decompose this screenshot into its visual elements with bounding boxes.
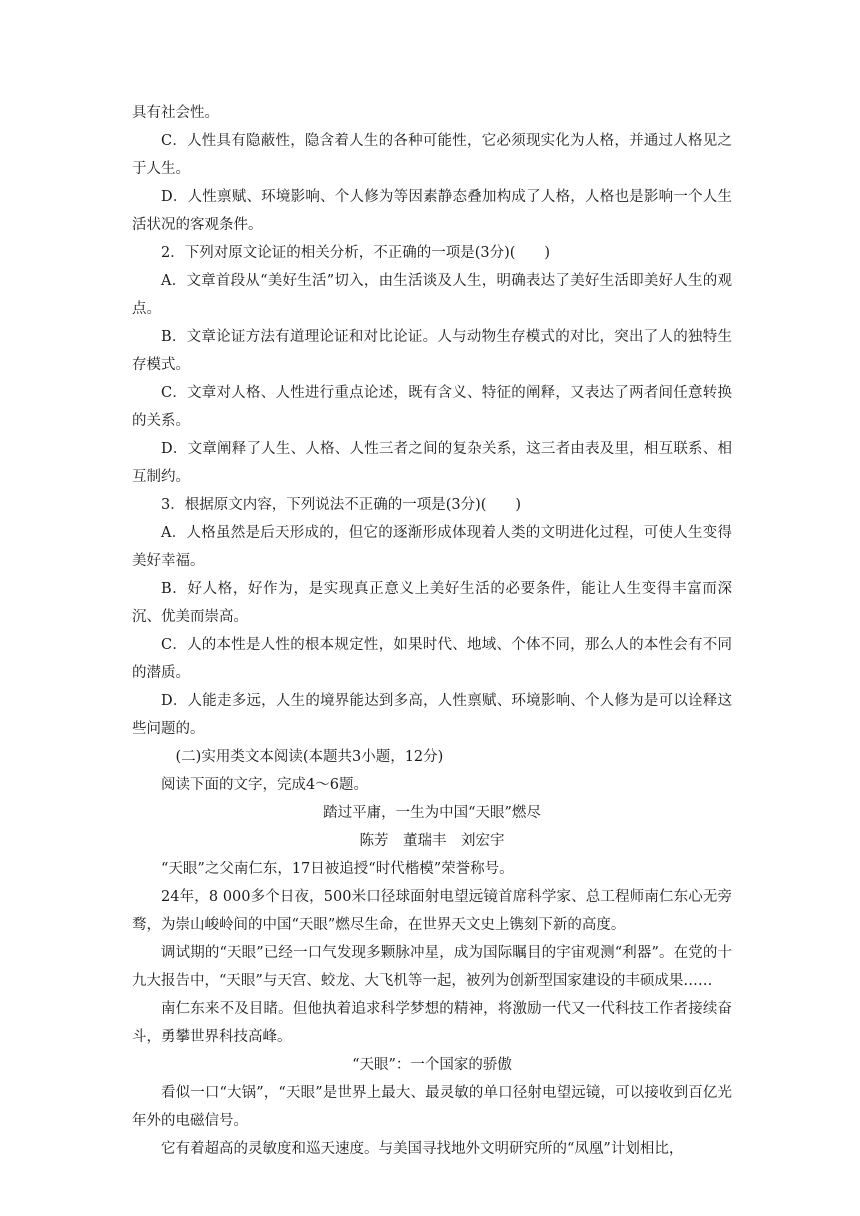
article-title: 踏过平庸，一生为中国“天眼”燃尽: [323, 805, 541, 821]
option-c: C．人性具有隐蔽性，隐含着人生的各种可能性，它必须现实化为人格，并通过人格见之于人生。: [132, 133, 732, 177]
option-c: C．人的本性是人性的根本规定性，如果时代、地域、个体不同，那么人的本性会有不同的潜质。: [132, 637, 732, 681]
option-c: C．文章对人格、人性进行重点论述，既有含义、特征的阐释，又表达了两者间任意转换的关系。: [132, 385, 732, 429]
subheading: “天眼”：一个国家的骄傲: [352, 1057, 512, 1073]
option-b: B．文章论证方法有道理论证和对比论证。人与动物生存模式的对比，突出了人的独特生存模式。: [132, 329, 732, 373]
reading-instruction: 阅读下面的文字，完成4～6题。: [161, 777, 368, 793]
body-paragraph: 看似一口“大锅”，“天眼”是世界上最大、最灵敏的单口径射电望远镜，可以接收到百亿光年外的电磁信号。: [132, 1085, 732, 1129]
question-3: 3．根据原文内容，下列说法不正确的一项是(3分)( ): [161, 497, 522, 513]
option-a: A．文章首段从“美好生活”切入，由生活谈及人生，明确表达了美好生活即美好人生的观点。: [132, 273, 732, 317]
body-paragraph: 南仁东来不及目睹。但他执着追求科学梦想的精神，将激励一代又一代科技工作者接续奋斗，勇攀世界科技高峰。: [132, 1001, 732, 1045]
option-d: D．人能走多远，人生的境界能达到多高，人性禀赋、环境影响、个人修为是可以诠释这些问题的。: [132, 693, 732, 737]
body-paragraph: 它有着超高的灵敏度和巡天速度。与美国寻找地外文明研究所的“凤凰”计划相比，: [161, 1141, 684, 1157]
document-page: [132, 99, 732, 1163]
body-paragraph: 调试期的“天眼”已经一口气发现多颗脉冲星，成为国际瞩目的宇宙观测“利器”。在党的十九大报告中，“天眼”与天宫、蛟龙、大飞机等一起，被列为创新型国家建设的丰硕成果……: [132, 945, 732, 989]
option-b: B．好人格，好作为，是实现真正意义上美好生活的必要条件，能让人生变得丰富而深沉、优美而崇高。: [132, 581, 732, 625]
option-d: D．人性禀赋、环境影响、个人修为等因素静态叠加构成了人格，人格也是影响一个人生活状况的客观条件。: [132, 189, 732, 233]
body-paragraph: 24年，8 000多个日夜，500米口径球面射电望远镜首席科学家、总工程师南仁东心无旁骛，为崇山峻岭间的中国“天眼”燃尽生命，在世界天文史上镌刻下新的高度。: [132, 889, 732, 933]
body-paragraph: “天眼”之父南仁东，17日被追授“时代楷模”荣誉称号。: [161, 861, 514, 877]
paragraph: 具有社会性。: [132, 105, 219, 121]
article-authors: 陈芳 董瑞丰 刘宏宇: [359, 833, 505, 849]
option-d: D．文章阐释了人生、人格、人性三者之间的复杂关系，这三者由表及里，相互联系、相互制约。: [132, 441, 732, 485]
question-2: 2．下列对原文论证的相关分析，不正确的一项是(3分)( ): [161, 245, 551, 261]
section-heading: (二)实用类文本阅读(本题共3小题，12分): [175, 749, 444, 765]
option-a: A．人格虽然是后天形成的，但它的逐渐形成体现着人类的文明进化过程，可使人生变得美好幸福。: [132, 525, 732, 569]
